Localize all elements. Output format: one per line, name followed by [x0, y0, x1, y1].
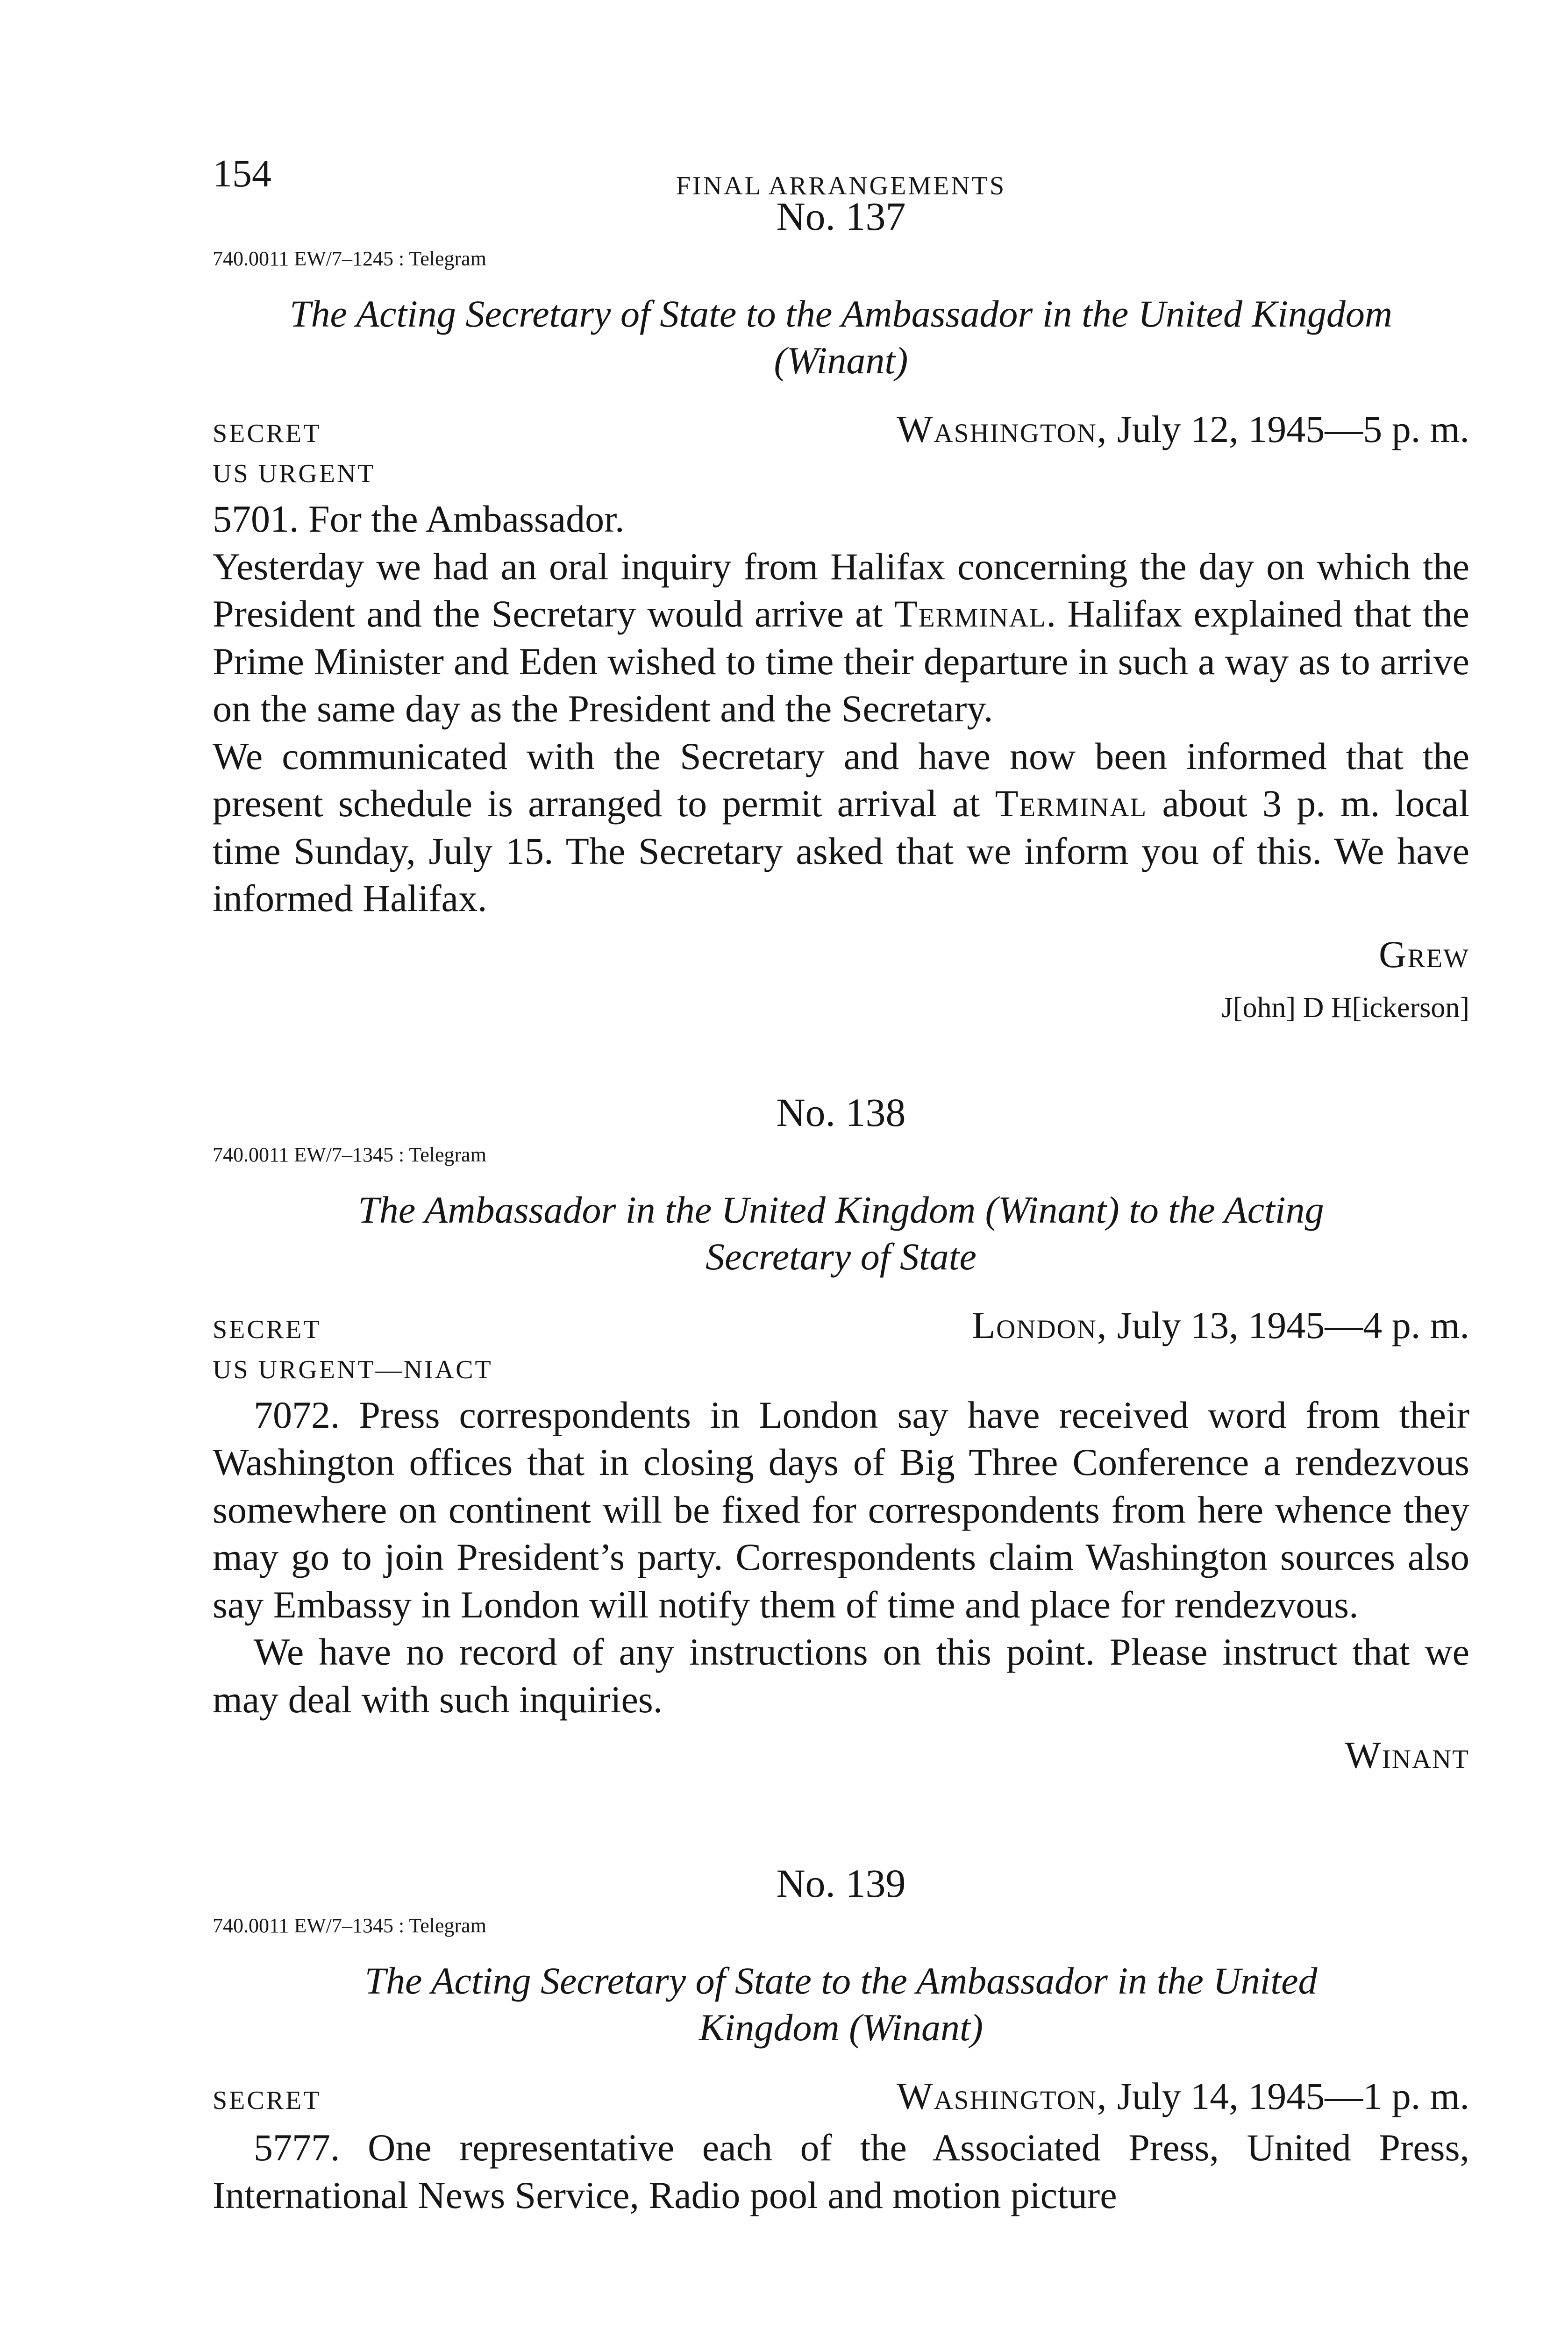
dateline	[972, 1303, 1469, 1346]
precedence: US URGENT	[213, 459, 376, 488]
document-title-line-2: (Winant)	[774, 339, 908, 382]
document-title	[213, 1958, 1469, 2051]
initials: J[ohn] D H[ickerson]	[1221, 991, 1469, 1024]
section-spacer	[213, 1022, 1469, 1092]
body-paragraph: We have no record of any instructions on this point. Please instruct that we may deal with such inquiries.	[213, 1631, 1469, 1721]
document-title	[213, 1187, 1469, 1280]
codename-terminal: Terminal	[995, 782, 1147, 825]
document-137	[213, 196, 1469, 1022]
document-number: No. 137	[776, 194, 906, 239]
body-paragraph	[213, 543, 1469, 733]
codename-terminal: Terminal	[894, 592, 1047, 635]
document-title-line-1: The Ambassador in the United Kingdom (Winant) to the Acting	[358, 1188, 1324, 1231]
dateline-row	[213, 2077, 1469, 2115]
body-paragraph: 5777. One representative each of the Associated Press, United Press, International News Service, Radio pool and motion picture	[213, 2126, 1469, 2216]
dateline-row	[213, 1303, 1469, 1346]
dateline-place: Washington,	[897, 408, 1108, 450]
dateline-row	[213, 410, 1469, 449]
document-number: No. 139	[776, 1861, 906, 1906]
classification: SECRET	[213, 419, 321, 448]
file-reference: 740.0011 EW/7–1345 : Telegram	[213, 1914, 486, 1937]
running-head	[213, 135, 1469, 200]
classification: SECRET	[213, 1315, 321, 1344]
precedence: US URGENT—NIACT	[213, 1355, 493, 1384]
file-reference: 740.0011 EW/7–1245 : Telegram	[213, 247, 486, 270]
document-138	[213, 1092, 1469, 1775]
dateline	[897, 410, 1469, 449]
page-number: 154	[213, 152, 271, 195]
body-paragraph: 7072. Press correspondents in London say have received word from their Washington offices that in closing days of Big Three Conference a rendezvous somewhere on continent will be fixed for correspondents from here whence they may go to join President’s party. Correspondents claim Washington sources also say Embassy in London will notify them of time and place for rendezvous.	[213, 1393, 1469, 1626]
dateline-date: July 14, 1945—1 p. m.	[1107, 2075, 1469, 2117]
signature: Grew	[1379, 933, 1469, 976]
paragraph-text: about 3 p. m. local time Sunday, July 15. The Secretary asked that we inform you of this. We have informed Halifax.	[213, 782, 1469, 919]
body-paragraph: 5701. For the Ambassador.	[213, 498, 625, 540]
signature: Winant	[1345, 1734, 1469, 1776]
dateline-place: Washington,	[897, 2075, 1108, 2117]
dateline-date: July 12, 1945—5 p. m.	[1107, 408, 1469, 450]
document-title-line-2: Kingdom (Winant)	[698, 2006, 984, 2049]
document-title-line-1: The Acting Secretary of State to the Ambassador in the United	[364, 1959, 1318, 2002]
running-title: FINAL ARRANGEMENTS	[676, 171, 1006, 200]
body-paragraph	[213, 733, 1469, 922]
document-page	[213, 135, 1469, 2219]
document-number: No. 138	[776, 1090, 906, 1135]
section-spacer	[213, 1774, 1469, 1863]
document-139	[213, 1863, 1469, 2219]
dateline	[897, 2077, 1469, 2115]
document-title	[213, 291, 1469, 384]
document-title-line-2: Secretary of State	[706, 1235, 976, 1278]
paragraph-text: We communicated with the Secretary and have now been informed that the present schedule is arranged to permit arrival at	[213, 734, 1469, 825]
dateline-date: July 13, 1945—4 p. m.	[1107, 1303, 1469, 1346]
paragraph-text: Yesterday we had an oral inquiry from Halifax concerning the day on which the President and the Secretary would arrive at	[213, 545, 1469, 635]
paragraph-text: . Halifax explained that the Prime Minister and Eden wished to time their departure in such a way as to arrive on the same day as the President and the Secretary.	[213, 592, 1469, 730]
dateline-place: London,	[972, 1303, 1108, 1346]
classification: SECRET	[213, 2086, 321, 2115]
document-title-line-1: The Acting Secretary of State to the Ambassador in the United Kingdom	[289, 292, 1393, 335]
file-reference: 740.0011 EW/7–1345 : Telegram	[213, 1143, 486, 1166]
